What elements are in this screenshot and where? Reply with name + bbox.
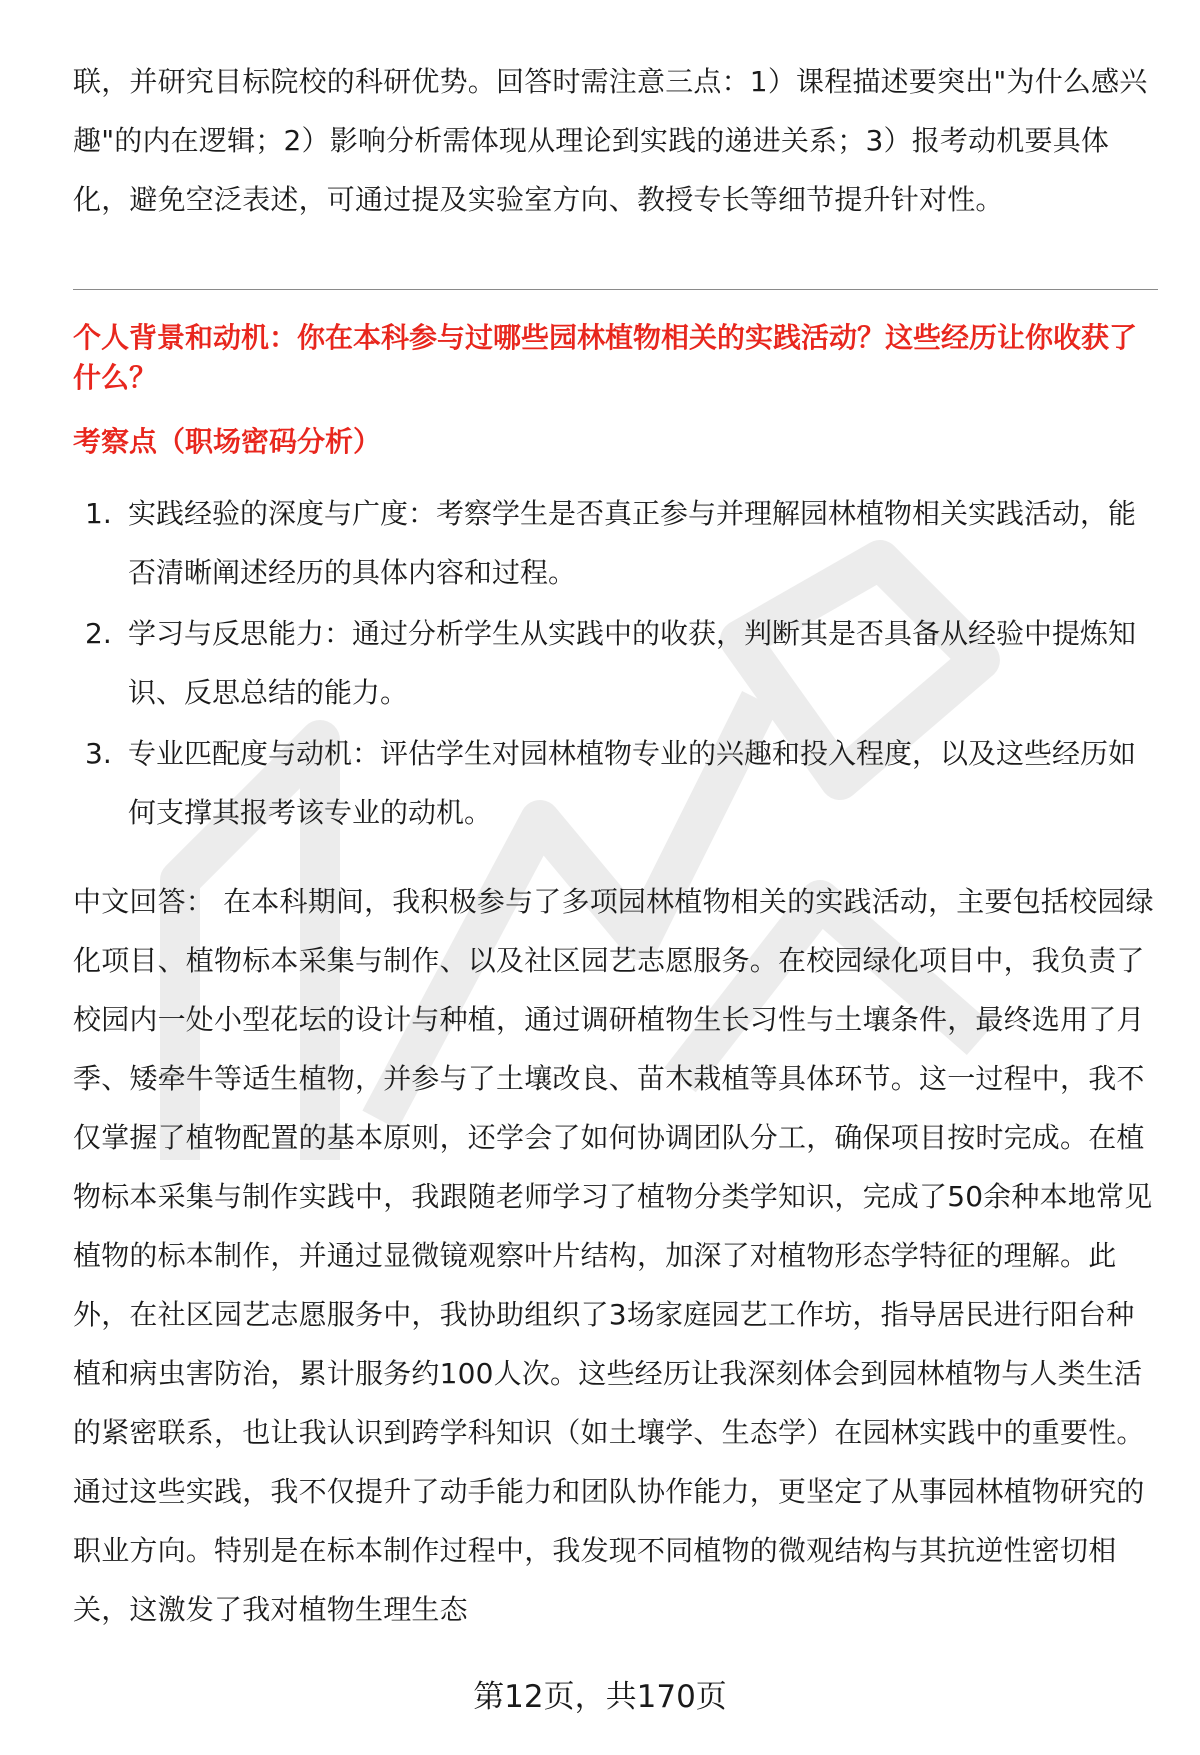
list-item-text: 实践经验的深度与广度：考察学生是否真正参与并理解园林植物相关实践活动，能否清晰阐述经历的具体内容和过程。 [128,497,1137,589]
list-item [73,484,1158,602]
page-number-footer: 第12页，共170页 [473,1679,727,1715]
assessment-points-list [73,484,1158,842]
page-content [73,52,1158,1639]
list-item-number: 2. [85,617,112,650]
assessment-heading: 考察点（职场密码分析） [73,425,382,458]
list-item [73,604,1158,722]
list-item-text: 学习与反思能力：通过分析学生从实践中的收获，判断其是否具备从经验中提炼知识、反思总结的能力。 [128,617,1137,709]
list-item-text: 专业匹配度与动机：评估学生对园林植物专业的兴趣和投入程度，以及这些经历如何支撑其报考该专业的动机。 [128,737,1137,829]
answer-paragraph: 中文回答： 在本科期间，我积极参与了多项园林植物相关的实践活动，主要包括校园绿化项目、植物标本采集与制作、以及社区园艺志愿服务。在校园绿化项目中，我负责了校园内一处小型花坛的设计与种植，通过调研植物生长习性与土壤条件，最终选用了月季、矮牵牛等适生植物，并参与了土壤改良、苗木栽植等具体环节。这一过程中，我不仅掌握了植物配置的基本原则，还学会了如何协调团队分工，确保项目按时完成。在植物标本采集与制作实践中，我跟随老师学习了植物分类学知识，完成了50余种本地常见植物的标本制作，并通过显微镜观察叶片结构，加深了对植物形态学特征的理解。此外，在社区园艺志愿服务中，我协助组织了3场家庭园艺工作坊，指导居民进行阳台种植和病虫害防治，累计服务约100人次。这些经历让我深刻体会到园林植物与人类生活的紧密联系，也让我认识到跨学科知识（如土壤学、生态学）在园林实践中的重要性。通过这些实践，我不仅提升了动手能力和团队协作能力，更坚定了从事园林植物研究的职业方向。特别是在标本制作过程中，我发现不同植物的微观结构与其抗逆性密切相关，这激发了我对植物生理生态 [73,885,1154,1626]
intro-paragraph: 联，并研究目标院校的科研优势。回答时需注意三点：1）课程描述要突出"为什么感兴趣"的内在逻辑；2）影响分析需体现从理论到实践的递进关系；3）报考动机要具体化，避免空泛表述，可通过提及实验室方向、教授专长等细节提升针对性。 [73,65,1148,216]
question-heading: 个人背景和动机：你在本科参与过哪些园林植物相关的实践活动？这些经历让你收获了什么？ [73,321,1138,394]
list-item-number: 3. [85,737,112,770]
section-divider [73,289,1158,290]
list-item-number: 1. [85,497,112,530]
list-item [73,724,1158,842]
